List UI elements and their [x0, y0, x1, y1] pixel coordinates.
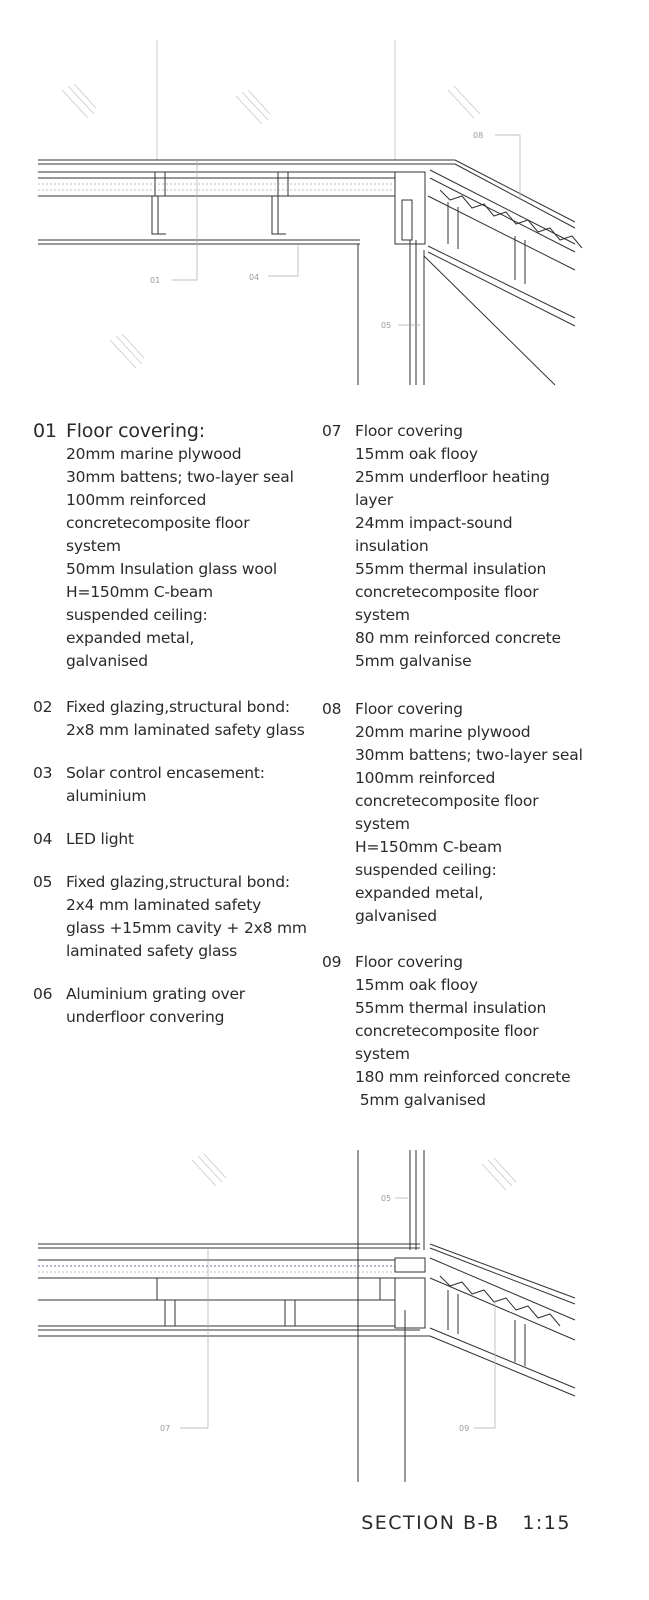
callout-label: 05 [381, 321, 392, 330]
item-line: 20mm marine plywood [66, 445, 242, 463]
item-line: concretecomposite floor [355, 1022, 539, 1040]
item-line: system [355, 606, 410, 624]
item-line: 5mm galvanise [355, 652, 472, 670]
legend-item-09 [322, 951, 622, 1112]
item-line: expanded metal, [355, 884, 484, 902]
item-line: glass +15mm cavity + 2x8 mm [66, 919, 307, 937]
legend-right-column [322, 420, 622, 1112]
item-line: underfloor convering [66, 1008, 225, 1026]
item-line: 15mm oak flooy [355, 976, 478, 994]
bottom-section-drawing [0, 1150, 649, 1500]
callout-label: 07 [160, 1424, 171, 1433]
item-line: 15mm oak flooy [355, 445, 478, 463]
callout-label: 04 [249, 273, 260, 282]
item-line: 50mm Insulation glass wool [66, 560, 278, 578]
item-line: Fixed glazing,structural bond: [66, 873, 290, 891]
callout-label: 05 [381, 1194, 392, 1203]
item-line: 55mm thermal insulation [355, 560, 547, 578]
item-line: Fixed glazing,structural bond: [66, 698, 290, 716]
callout-label: 08 [473, 131, 484, 140]
item-line: aluminium [66, 787, 147, 805]
item-line: laminated safety glass [66, 942, 238, 960]
item-line: 180 mm reinforced concrete [355, 1068, 571, 1086]
item-number: 04 [33, 830, 53, 848]
item-line: layer [355, 491, 393, 509]
item-line: concretecomposite floor [355, 583, 539, 601]
item-number: 05 [33, 873, 53, 891]
item-line: 2x8 mm laminated safety glass [66, 721, 305, 739]
legend-item-08 [322, 698, 622, 928]
item-line: suspended ceiling: [355, 861, 497, 879]
item-line: Floor covering: [66, 420, 205, 442]
legend-item-03 [33, 762, 313, 808]
item-line: 5mm galvanised [355, 1091, 486, 1109]
item-line: 30mm battens; two-layer seal [66, 468, 294, 486]
callout-label: 09 [459, 1424, 470, 1433]
item-line: system [66, 537, 121, 555]
legend-item-05 [33, 871, 313, 963]
item-number: 06 [33, 985, 53, 1003]
glass-hatch-marks [192, 1154, 516, 1190]
item-number: 07 [322, 422, 342, 440]
legend-item-06 [33, 983, 313, 1029]
item-line: system [355, 815, 410, 833]
item-number: 02 [33, 698, 53, 716]
item-line: Solar control encasement: [66, 764, 265, 782]
item-line: 100mm reinforced [355, 769, 496, 787]
item-line: 100mm reinforced [66, 491, 207, 509]
item-line: 2x4 mm laminated safety [66, 896, 262, 914]
item-line: expanded metal, [66, 629, 195, 647]
item-line: 80 mm reinforced concrete [355, 629, 561, 647]
item-number: 03 [33, 764, 53, 782]
item-line: 55mm thermal insulation [355, 999, 547, 1017]
item-number: 08 [322, 700, 342, 718]
item-line: galvanised [66, 652, 148, 670]
item-line: 20mm marine plywood [355, 723, 531, 741]
item-line: Aluminium grating over [66, 985, 245, 1003]
callout-label: 01 [150, 276, 161, 285]
item-number: 09 [322, 953, 342, 971]
item-line: concretecomposite floor [66, 514, 250, 532]
legend-item-04 [33, 828, 313, 851]
item-line: concretecomposite floor [355, 792, 539, 810]
legend-item-07 [322, 420, 622, 673]
item-line: Floor covering [355, 700, 463, 718]
item-number: 01 [33, 420, 57, 442]
legend-item-02 [33, 696, 313, 742]
item-line: suspended ceiling: [66, 606, 208, 624]
item-line: Floor covering [355, 422, 463, 440]
item-line: insulation [355, 537, 429, 555]
legend-item-01 [33, 420, 313, 673]
item-line: H=150mm C-beam [66, 583, 213, 601]
item-line: 30mm battens; two-layer seal [355, 746, 583, 764]
item-line: system [355, 1045, 410, 1063]
item-line: LED light [66, 830, 134, 848]
item-line: 24mm impact-sound [355, 514, 513, 532]
legend-left-column [33, 420, 313, 1029]
item-line: 25mm underfloor heating [355, 468, 550, 486]
top-section-drawing [0, 0, 649, 400]
item-line: galvanised [355, 907, 437, 925]
glass-hatch-marks [62, 84, 480, 368]
item-line: H=150mm C-beam [355, 838, 502, 856]
item-line: Floor covering [355, 953, 463, 971]
section-title: SECTION B-B 1:15 [361, 1512, 571, 1534]
